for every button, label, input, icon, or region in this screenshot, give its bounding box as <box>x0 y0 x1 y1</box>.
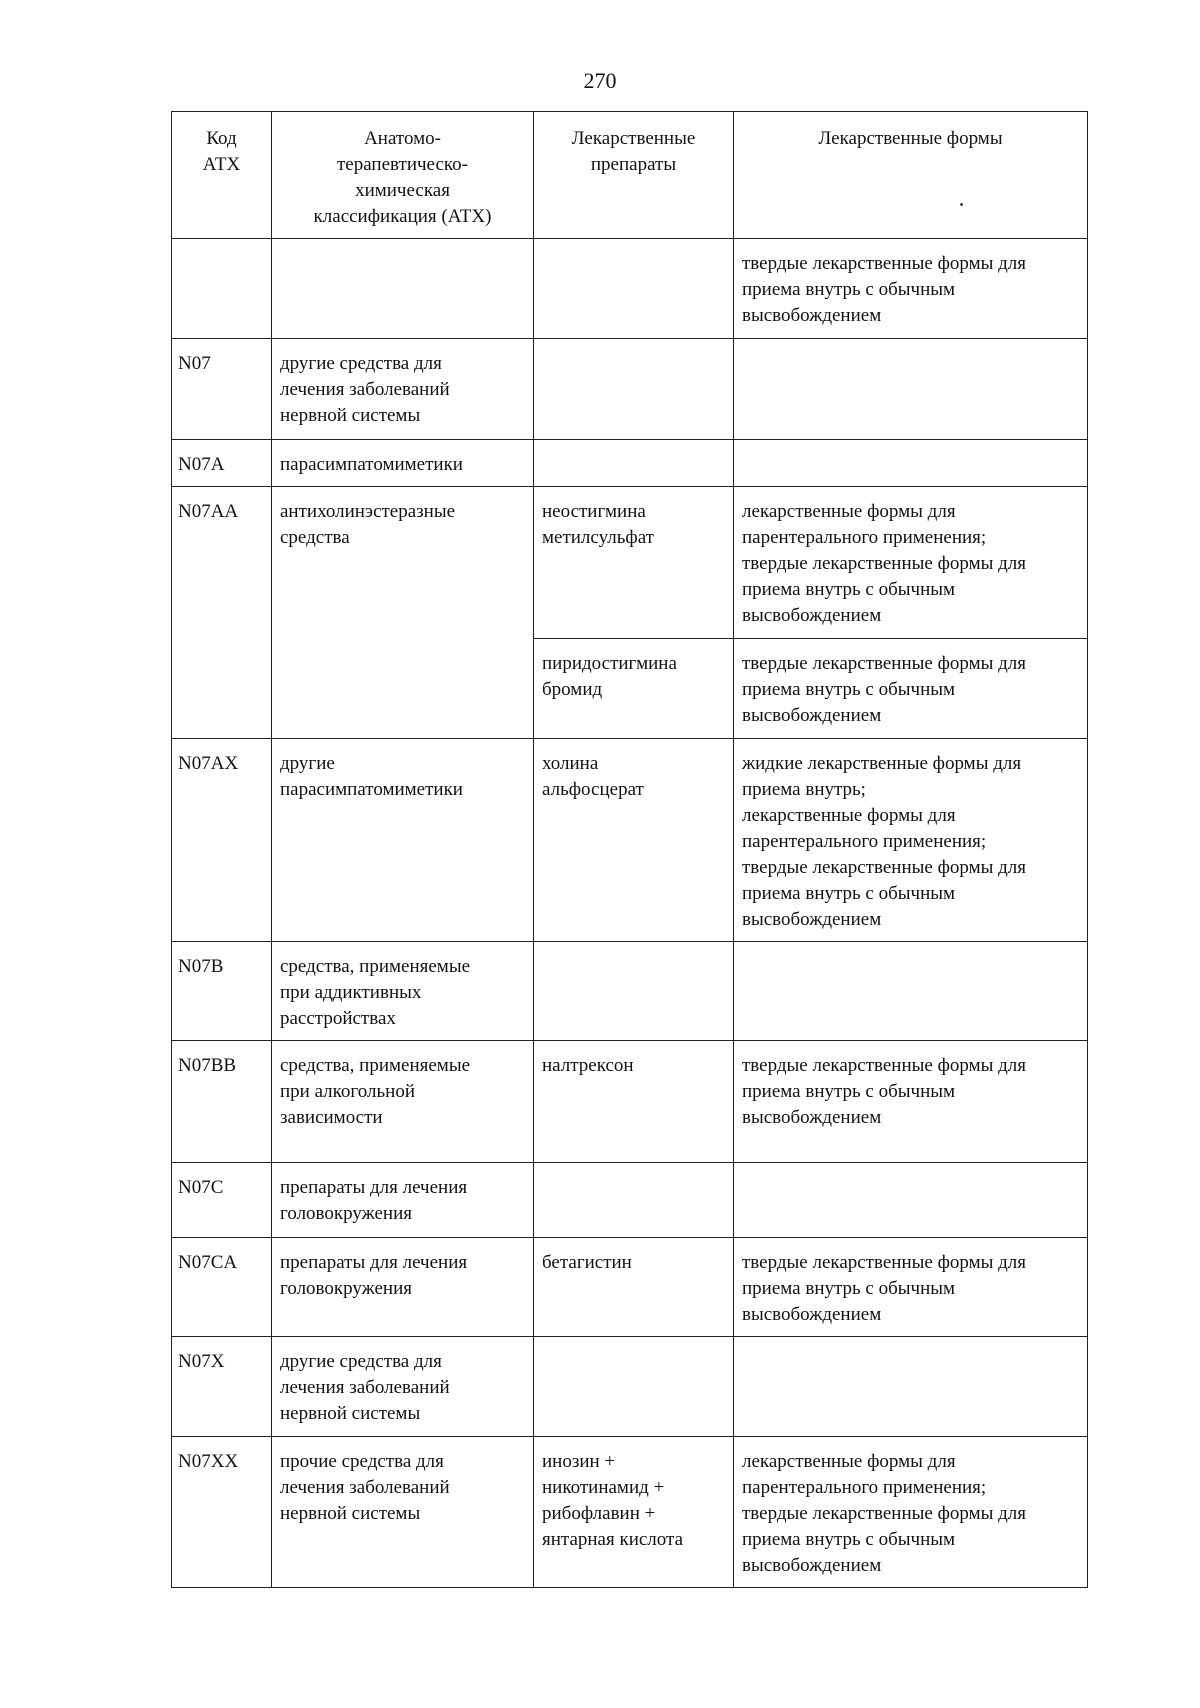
atc-code-cell: N07AX <box>172 739 272 942</box>
table-row <box>172 440 1088 487</box>
dosage-forms-cell <box>734 1163 1088 1238</box>
atc-code-cell: N07 <box>172 339 272 440</box>
dosage-forms-cell: твердые лекарственные формы для приема внутрь с обычным высвобождением <box>734 239 1088 339</box>
classification-cell: препараты для лечения головокружения <box>272 1238 534 1337</box>
table-row <box>172 942 1088 1041</box>
drug-cell <box>534 239 734 339</box>
table-row <box>172 1041 1088 1163</box>
dosage-forms-cell <box>734 440 1088 487</box>
drug-cell <box>534 440 734 487</box>
dosage-forms-cell <box>734 942 1088 1041</box>
classification-cell: прочие средства для лечения заболеваний нервной системы <box>272 1437 534 1588</box>
table-row <box>172 239 1088 339</box>
drug-cell: инозин + никотинамид + рибофлавин + янтарная кислота <box>534 1437 734 1588</box>
atc-table <box>171 111 1088 1588</box>
drug-cell: пиридостигмина бромид <box>534 639 734 739</box>
table-row <box>172 1437 1088 1588</box>
classification-cell: средства, применяемые при алкогольной зависимости <box>272 1041 534 1163</box>
classification-cell: средства, применяемые при аддиктивных расстройствах <box>272 942 534 1041</box>
drug-cell: холина альфосцерат <box>534 739 734 942</box>
atc-code-cell: N07C <box>172 1163 272 1238</box>
classification-cell: антихолинэстеразные средства <box>272 487 534 739</box>
classification-cell <box>272 239 534 339</box>
table-row <box>172 487 1088 639</box>
atc-code-cell: N07B <box>172 942 272 1041</box>
table-header-row <box>172 112 1088 239</box>
dosage-forms-cell: твердые лекарственные формы для приема внутрь с обычным высвобождением <box>734 1041 1088 1163</box>
table-row <box>172 339 1088 440</box>
atc-code-cell: N07CA <box>172 1238 272 1337</box>
classification-cell: другие средства для лечения заболеваний нервной системы <box>272 339 534 440</box>
drug-cell <box>534 339 734 440</box>
dosage-forms-cell <box>734 1337 1088 1437</box>
dosage-forms-cell: лекарственные формы для парентерального применения; твердые лекарственные формы для приема внутрь с обычным высвобождением <box>734 1437 1088 1588</box>
dosage-forms-cell: лекарственные формы для парентерального применения; твердые лекарственные формы для приема внутрь с обычным высвобождением <box>734 487 1088 639</box>
table-row <box>172 1238 1088 1337</box>
classification-cell: препараты для лечения головокружения <box>272 1163 534 1238</box>
drug-cell <box>534 1163 734 1238</box>
atc-code-cell: N07X <box>172 1337 272 1437</box>
header-drugs: Лекарственные препараты <box>534 112 734 239</box>
drug-cell: неостигмина метилсульфат <box>534 487 734 639</box>
table-row <box>172 1337 1088 1437</box>
drug-cell <box>534 1337 734 1437</box>
atc-code-cell: N07A <box>172 440 272 487</box>
atc-code-cell: N07BB <box>172 1041 272 1163</box>
atc-code-cell <box>172 239 272 339</box>
classification-cell: парасимпатомиметики <box>272 440 534 487</box>
dosage-forms-cell: твердые лекарственные формы для приема внутрь с обычным высвобождением <box>734 639 1088 739</box>
classification-cell: другие средства для лечения заболеваний нервной системы <box>272 1337 534 1437</box>
atc-code-cell: N07XX <box>172 1437 272 1588</box>
classification-cell: другие парасимпатомиметики <box>272 739 534 942</box>
dosage-forms-cell: твердые лекарственные формы для приема внутрь с обычным высвобождением <box>734 1238 1088 1337</box>
dosage-forms-cell: жидкие лекарственные формы для приема внутрь; лекарственные формы для парентерального применения; твердые лекарственные формы для приема внутрь с обычным высвобождением <box>734 739 1088 942</box>
atc-code-cell: N07AA <box>172 487 272 739</box>
table-row <box>172 739 1088 942</box>
header-dosage-forms: Лекарственные формы <box>734 112 1088 239</box>
header-code: Код АТХ <box>172 112 272 239</box>
drug-cell: бетагистин <box>534 1238 734 1337</box>
table-row <box>172 1163 1088 1238</box>
header-classification: Анатомо- терапевтическо- химическая классификация (АТХ) <box>272 112 534 239</box>
dosage-forms-cell <box>734 339 1088 440</box>
drug-cell: налтрексон <box>534 1041 734 1163</box>
scan-speck <box>960 203 963 206</box>
page-number: 270 <box>583 68 617 93</box>
drug-cell <box>534 942 734 1041</box>
